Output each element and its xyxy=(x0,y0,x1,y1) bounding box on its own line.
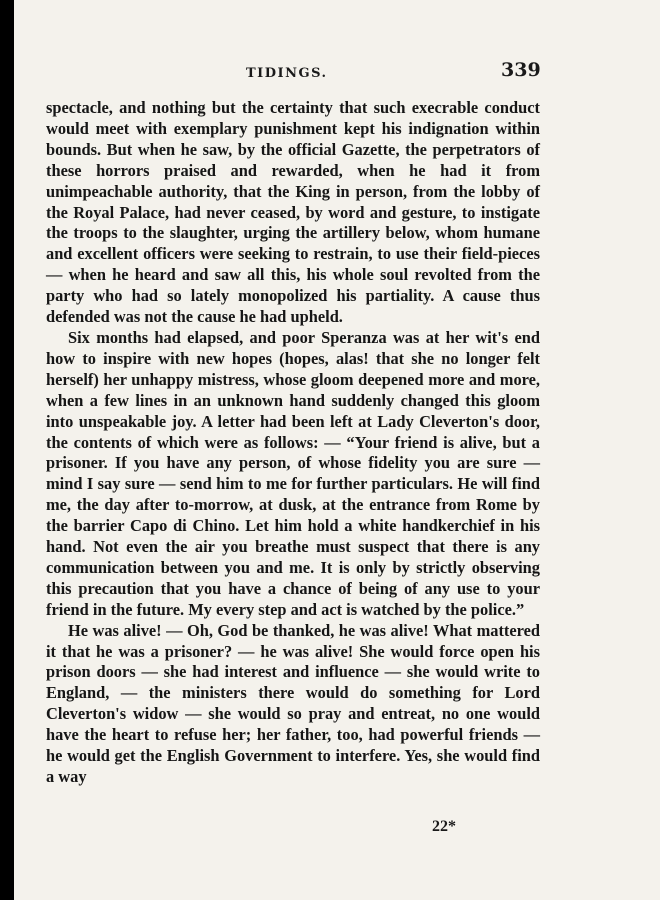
paragraph-continued: spectacle, and nothing but the certainty that such execrable conduct would meet with exemplary punishment kept his indignation within bounds. But when he saw, by the official Gazette, the perpetrators of these horrors praised and rewarded, when he had it from unimpeachable authority, that the King in person, from the lobby of the Royal Palace, had never ceased, by word and gesture, to instigate the troops to the slaughter, urging the artillery below, whom humane and excellent officers were seeking to restrain, to use their field-pieces — when he heard and saw all this, his whole soul revolted from the party who had so lately monopolized his partiality. A cause thus defended was not the cause he had upheld. xyxy=(46,98,540,327)
signature-mark: 22* xyxy=(432,818,456,835)
book-page xyxy=(14,0,660,900)
paragraph-alive: He was alive! — Oh, God be thanked, he was alive! What mattered it that he was a prisoner? — he was alive! She would force open his prison doors — she had interest and influence — she would write to England, — the ministers there would do something for Lord Cleverton's widow — she would so pray and entreat, no one would have the heart to refuse her; her father, too, had powerful friends — he would get the English Government to interfere. Yes, she would find a way xyxy=(46,620,540,786)
running-title: TIDINGS. xyxy=(246,66,328,81)
paragraph-letter: Six months had elapsed, and poor Speranza was at her wit's end how to inspire with new hopes (hopes, alas! that she no longer felt herself) her unhappy mistress, whose gloom deepened more and more, when a few lines in an unknown hand suddenly changed this gloom into unspeakable joy. A letter had been left at Lady Cleverton's door, the contents of which were as follows: — “Your friend is alive, but a prisoner. If you have any person, of whose fidelity you are sure — mind I say sure — send him to me for further particulars. He will find me, the day after to-morrow, at dusk, at the entrance from Rome by the barrier Capo di Chino. Let him hold a white handkerchief in his hand. Not even the air you breathe must suspect that there is any communication between you and me. It is only by strictly observing this precaution that you have a chance of being of any use to your friend in the future. My every step and act is watched by the police.” xyxy=(46,327,540,619)
body-text xyxy=(46,98,540,788)
page-number: 339 xyxy=(501,59,541,81)
